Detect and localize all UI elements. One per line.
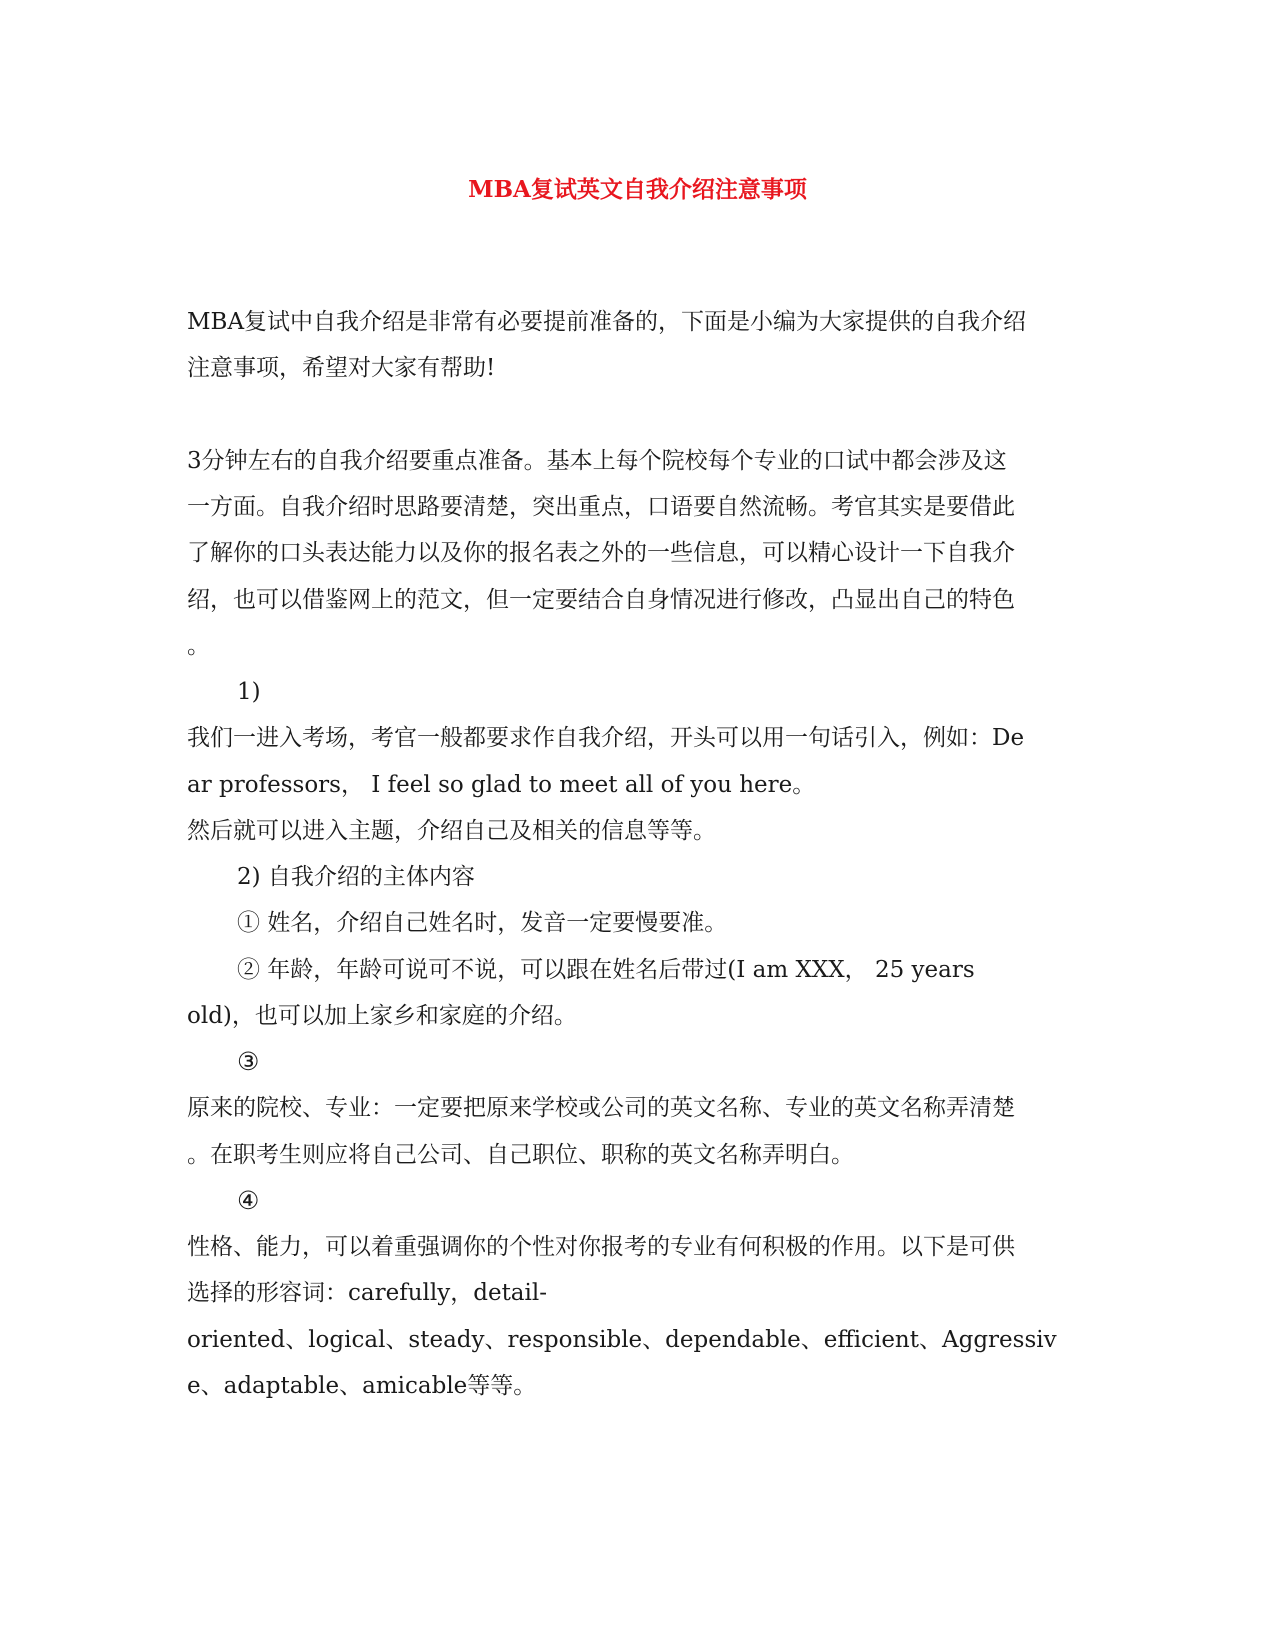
paragraph-line-5: 。 bbox=[187, 633, 210, 659]
paragraph-line-3: 了解你的口头表达能力以及你的报名表之外的一些信息，可以精心设计一下自我介 bbox=[187, 540, 1015, 566]
item-1-line-3: 然后就可以进入主题，介绍自己及相关的信息等等。 bbox=[187, 818, 716, 844]
subitem-4-line-3: oriented、logical、steady、responsible、dependable、efficient、Aggressiv bbox=[187, 1327, 1057, 1353]
subitem-4-line-1: 性格、能力，可以着重强调你的个性对你报考的专业有何积极的作用。以下是可供 bbox=[187, 1234, 1015, 1260]
paragraph-line-4: 绍，也可以借鉴网上的范文，但一定要结合自身情况进行修改，凸显出自己的特色 bbox=[187, 587, 1015, 613]
item-2-heading: 2) 自我介绍的主体内容 bbox=[237, 864, 475, 890]
subitem-4-line-2: 选择的形容词：carefully，detail- bbox=[187, 1280, 548, 1306]
subitem-2-line-2: old)，也可以加上家乡和家庭的介绍。 bbox=[187, 1003, 577, 1029]
subitem-4-line-4: e、adaptable、amicable等等。 bbox=[187, 1373, 537, 1399]
subitem-3-line-2: 。在职考生则应将自己公司、自己职位、职称的英文名称弄明白。 bbox=[187, 1142, 854, 1168]
subitem-1-line: ① 姓名，介绍自己姓名时，发音一定要慢要准。 bbox=[237, 910, 728, 936]
paragraph-line-1: 3分钟左右的自我介绍要重点准备。基本上每个院校每个专业的口试中都会涉及这 bbox=[187, 448, 1007, 474]
item-1-line-2: ar professors， I feel so glad to meet all of you here。 bbox=[187, 772, 816, 798]
item-1-line-1: 我们一进入考场，考官一般都要求作自我介绍，开头可以用一句话引入，例如：De bbox=[187, 725, 1025, 751]
item-1-marker: 1) bbox=[237, 679, 261, 705]
paragraph-line-2: 一方面。自我介绍时思路要清楚，突出重点，口语要自然流畅。考官其实是要借此 bbox=[187, 494, 1015, 520]
intro-line-1: MBA复试中自我介绍是非常有必要提前准备的，下面是小编为大家提供的自我介绍 bbox=[187, 309, 1027, 335]
subitem-3-marker: ③ bbox=[237, 1047, 260, 1076]
intro-line-2: 注意事项，希望对大家有帮助! bbox=[187, 355, 496, 381]
document-title: MBA复试英文自我介绍注意事项 bbox=[468, 176, 807, 203]
subitem-4-marker: ④ bbox=[237, 1186, 260, 1215]
subitem-2-line-1: ② 年龄，年龄可说可不说，可以跟在姓名后带过(I am XXX， 25 years bbox=[237, 957, 975, 983]
subitem-3-line-1: 原来的院校、专业：一定要把原来学校或公司的英文名称、专业的英文名称弄清楚 bbox=[187, 1095, 1015, 1121]
